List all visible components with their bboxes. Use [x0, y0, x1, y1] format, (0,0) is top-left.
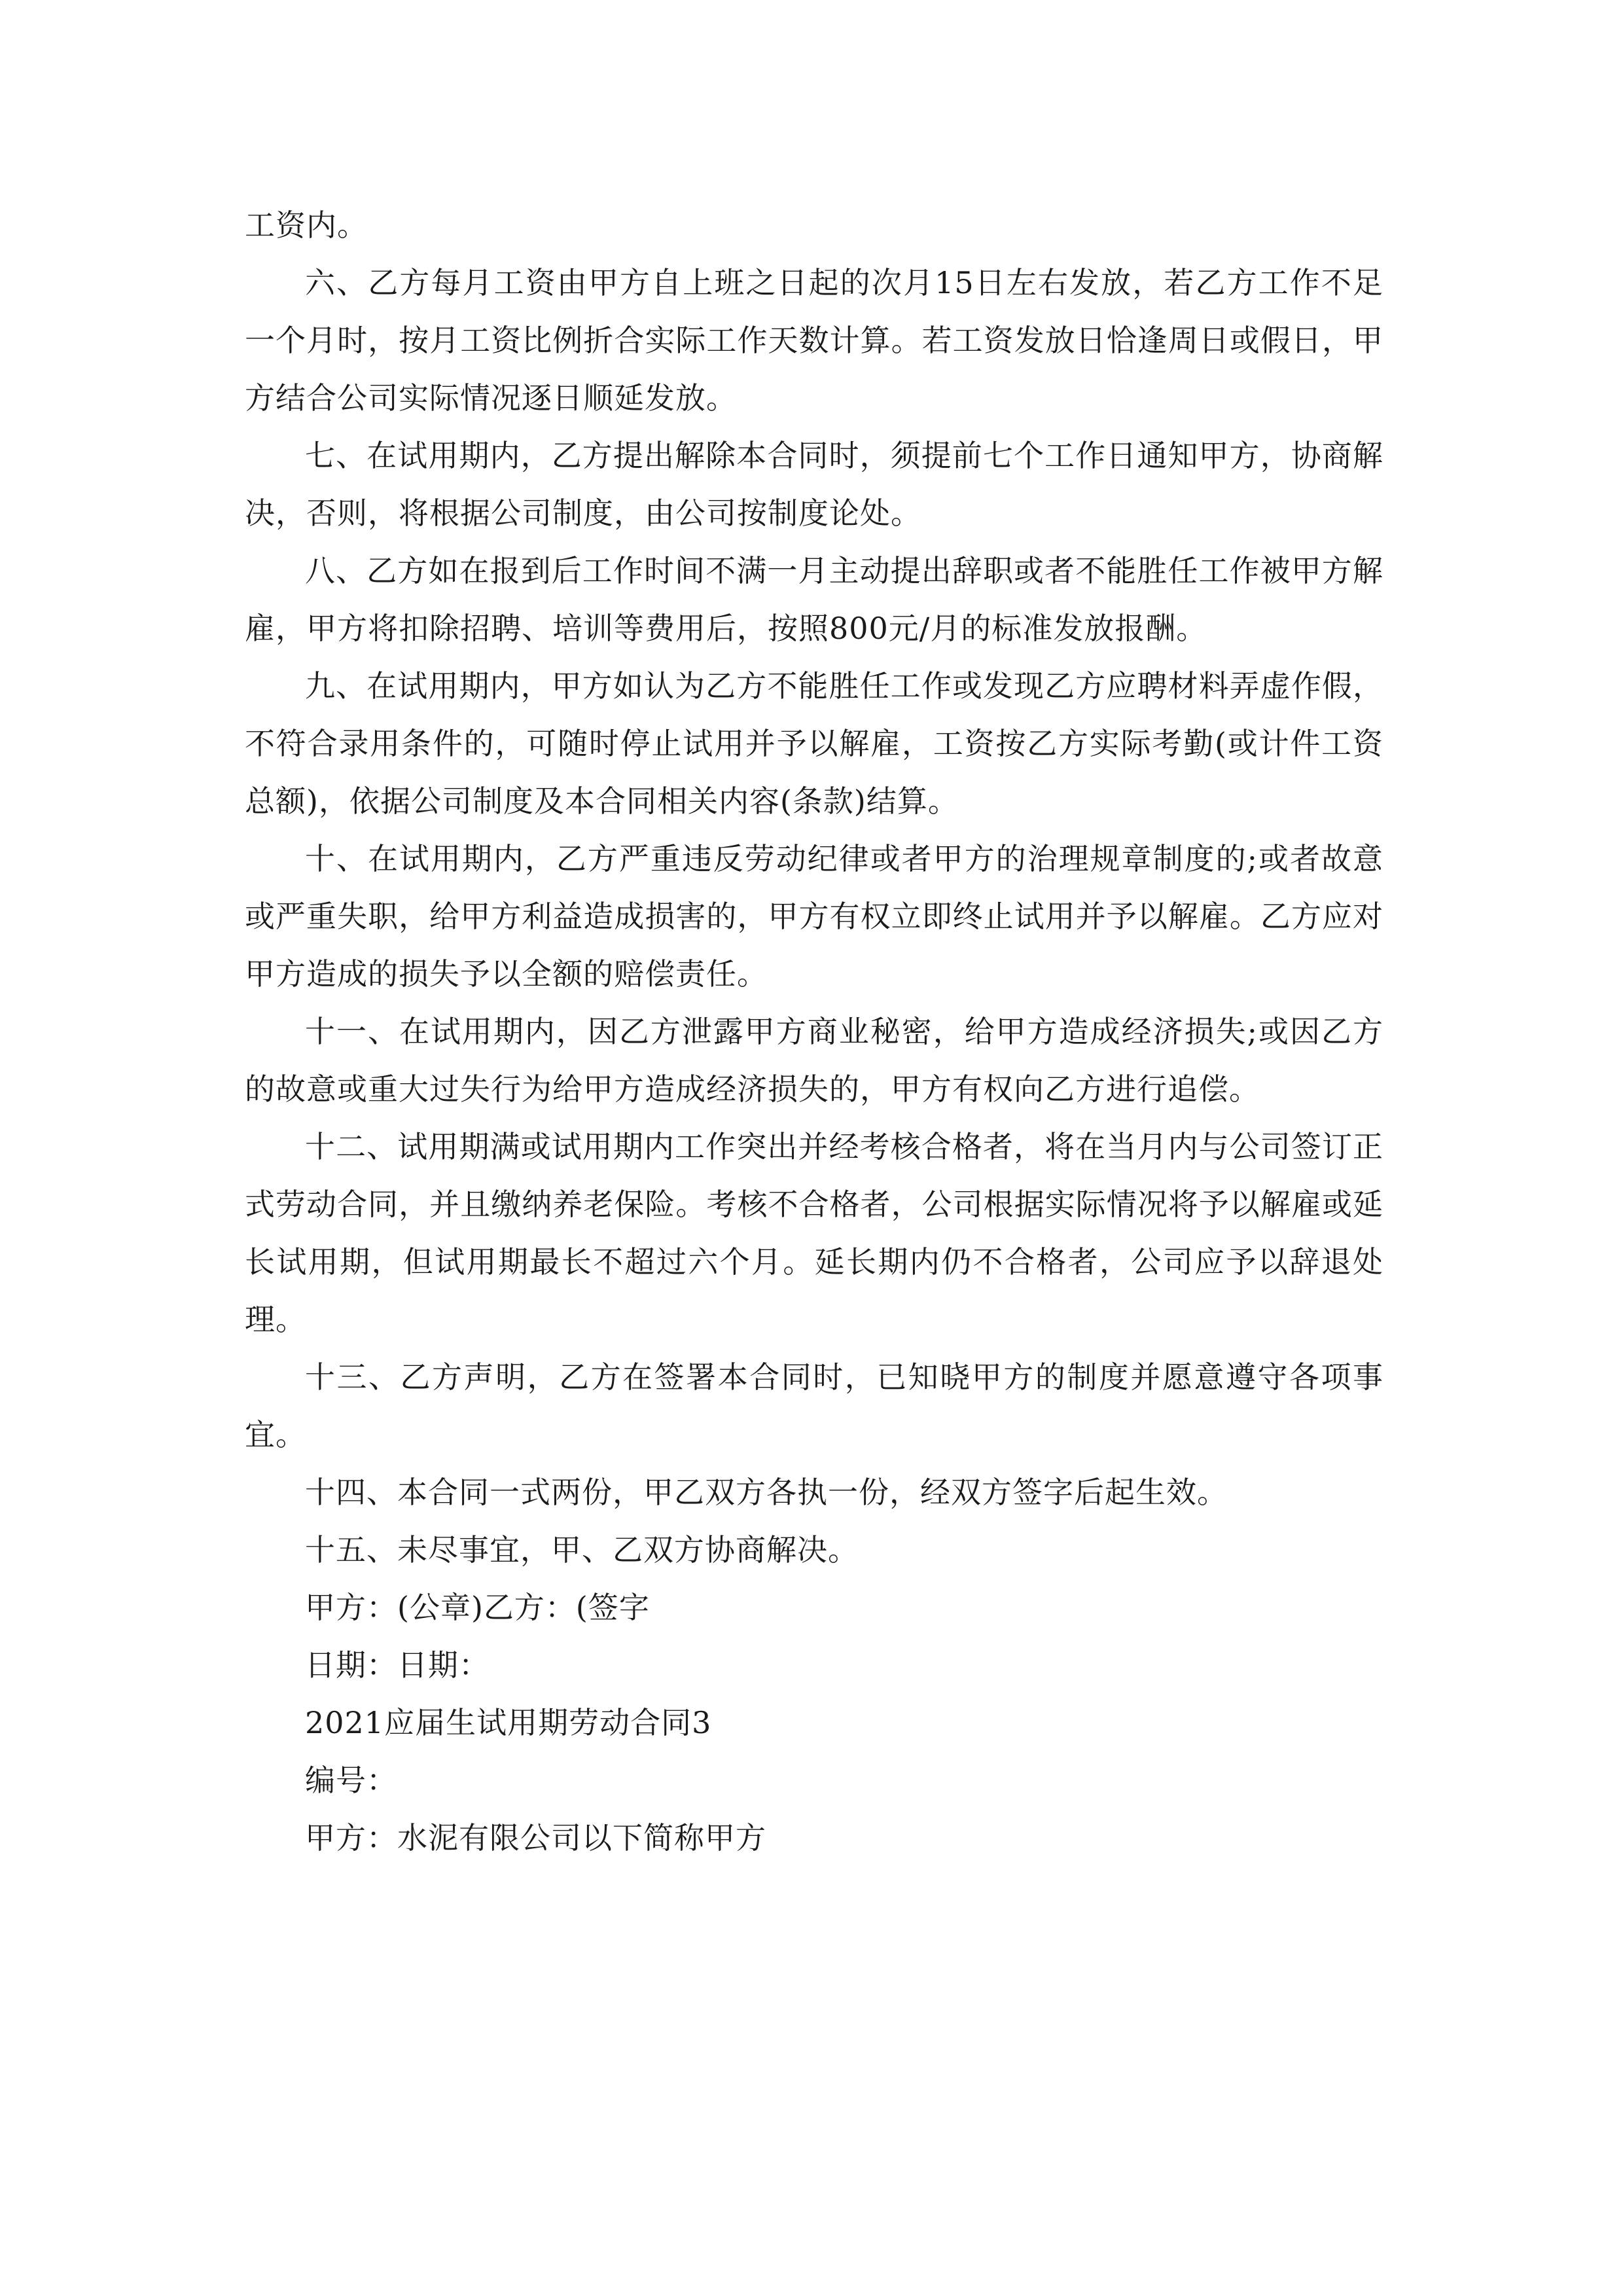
- paragraph-clause-8: 八、乙方如在报到后工作时间不满一月主动提出辞职或者不能胜任工作被甲方解雇，甲方将扣除招聘、培训等费用后，按照800元/月的标准发放报酬。: [245, 553, 1383, 646]
- contract-number-line: 编号：: [305, 1763, 397, 1798]
- paragraph-clause-15: 十五、未尽事宜，甲、乙双方协商解决。: [305, 1532, 859, 1568]
- signature-line: 甲方：(公章)乙方：(签字: [305, 1590, 650, 1625]
- document-body: [245, 196, 1383, 1867]
- paragraph-clause-13: 十三、乙方声明，乙方在签署本合同时，已知晓甲方的制度并愿意遵守各项事宜。: [245, 1359, 1383, 1452]
- paragraph-clause-14: 十四、本合同一式两份，甲乙双方各执一份，经双方签字后起生效。: [305, 1475, 1228, 1510]
- party-a-line: 甲方：水泥有限公司以下简称甲方: [305, 1820, 766, 1856]
- paragraph-clause-11: 十一、在试用期内，因乙方泄露甲方商业秘密，给甲方造成经济损失;或因乙方的故意或重大过失行为给甲方造成经济损失的，甲方有权向乙方进行追偿。: [245, 1014, 1383, 1107]
- paragraph-clause-12: 十二、试用期满或试用期内工作突出并经考核合格者，将在当月内与公司签订正式劳动合同，并且缴纳养老保险。考核不合格者，公司根据实际情况将予以解雇或延长试用期，但试用期最长不超过六个月。延长期内仍不合格者，公司应予以辞退处理。: [245, 1129, 1383, 1337]
- paragraph-clause-7: 七、在试用期内，乙方提出解除本合同时，须提前七个工作日通知甲方，协商解决，否则，将根据公司制度，由公司按制度论处。: [245, 438, 1383, 531]
- paragraph-clause-6: 六、乙方每月工资由甲方自上班之日起的次月15日左右发放，若乙方工作不足一个月时，按月工资比例折合实际工作天数计算。若工资发放日恰逢周日或假日，甲方结合公司实际情况逐日顺延发放。: [245, 265, 1383, 416]
- paragraph-clause-10: 十、在试用期内，乙方严重违反劳动纪律或者甲方的治理规章制度的;或者故意或严重失职，给甲方利益造成损害的，甲方有权立即终止试用并予以解雇。乙方应对甲方造成的损失予以全额的赔偿责任。: [245, 841, 1383, 992]
- paragraph-clause-9: 九、在试用期内，甲方如认为乙方不能胜任工作或发现乙方应聘材料弄虚作假，不符合录用条件的，可随时停止试用并予以解雇，工资按乙方实际考勤(或计件工资总额)，依据公司制度及本合同相关内容(条款)结算。: [245, 668, 1383, 819]
- date-line: 日期：日期：: [305, 1647, 490, 1683]
- paragraph-continuation: 工资内。: [245, 207, 368, 243]
- contract-title: 2021应届生试用期劳动合同3: [305, 1705, 712, 1740]
